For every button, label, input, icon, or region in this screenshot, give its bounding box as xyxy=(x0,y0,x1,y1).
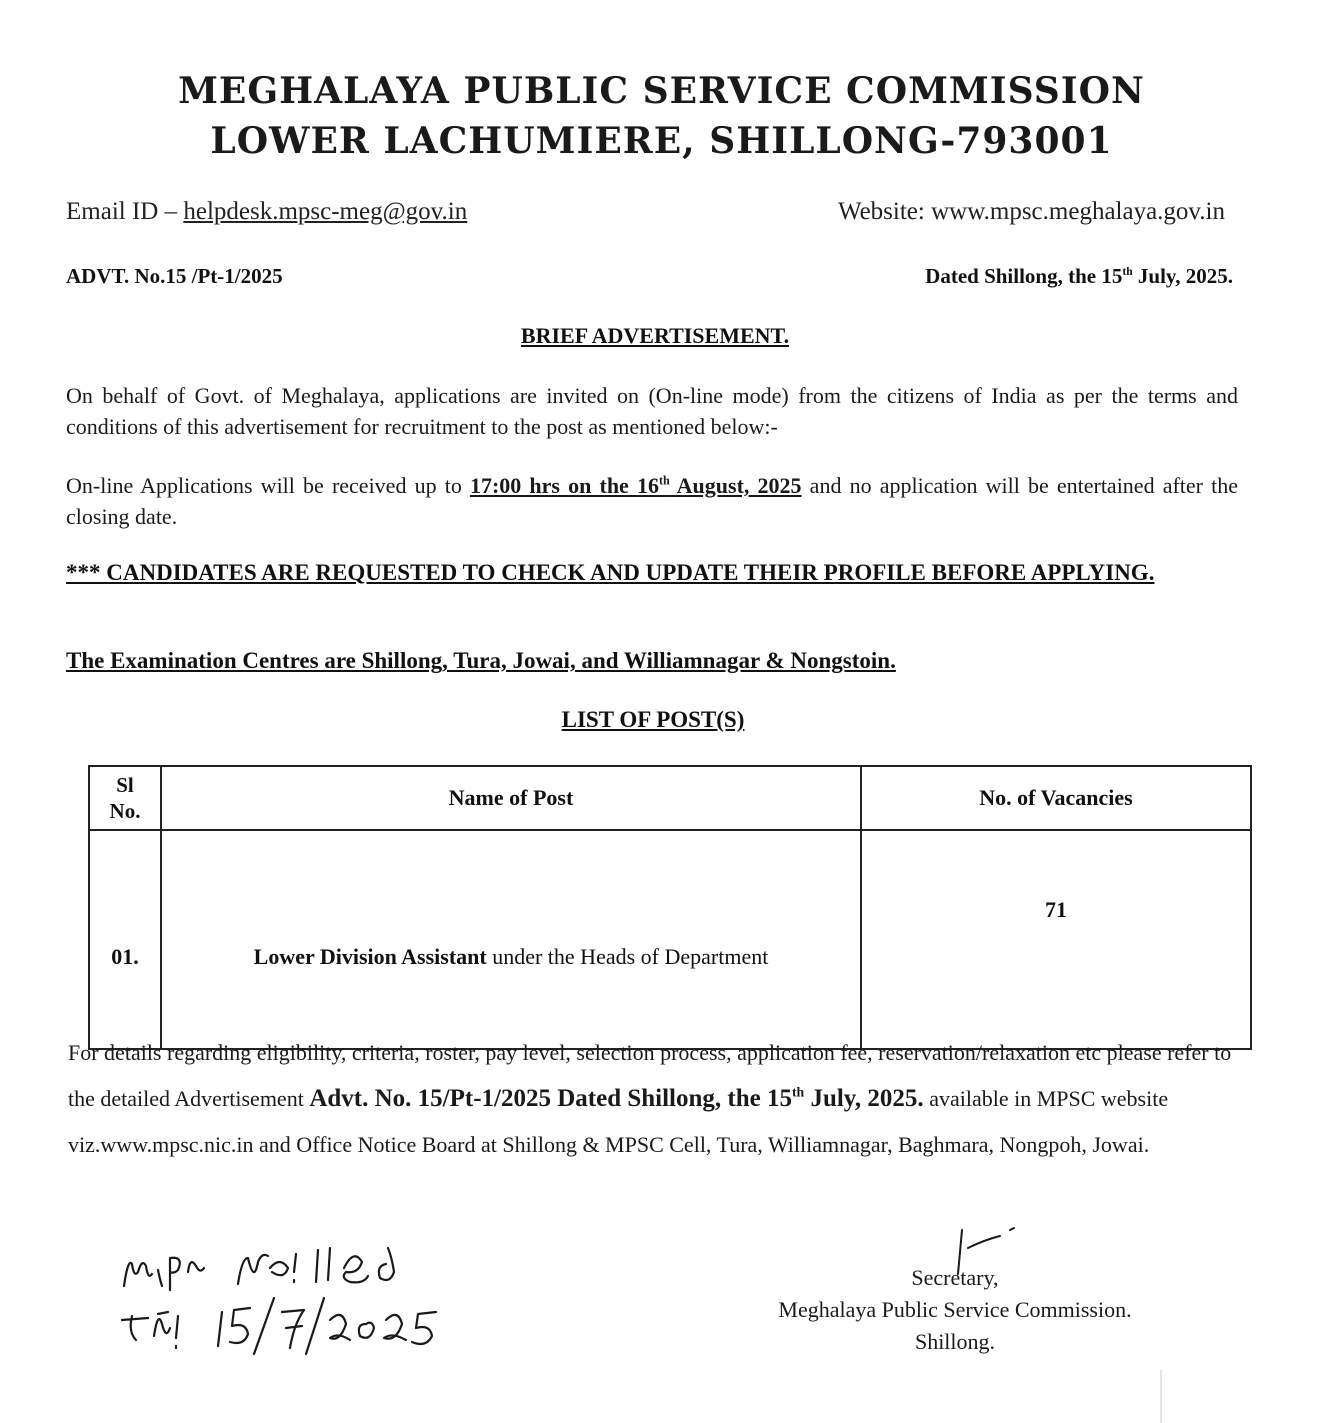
post-name-rest: under the Heads of Department xyxy=(486,944,769,969)
handwritten-note xyxy=(118,1228,538,1358)
details-ref-pre: Advt. No. 15/Pt-1/2025 Dated Shillong, the 15 xyxy=(309,1085,792,1112)
date-prefix: Dated Shillong, the 15 xyxy=(925,264,1123,288)
commission-address: LOWER LACHUMIERE, SHILLONG-793001 xyxy=(210,120,1113,162)
header-sl-no xyxy=(89,766,161,830)
row-post-name xyxy=(161,830,861,1049)
post-name-bold: Lower Division Assistant xyxy=(253,944,487,969)
row-sl: 01. xyxy=(89,830,161,1049)
deadline-date-sup: th xyxy=(658,473,670,488)
table-row xyxy=(89,830,1251,1049)
deadline-date-pre: 17:00 hrs on the 16 xyxy=(469,473,659,498)
table-header-row xyxy=(89,766,1251,830)
scan-artifact xyxy=(1160,1370,1162,1423)
deadline-date xyxy=(470,473,802,498)
website-line: Website: www.mpsc.meghalaya.gov.in xyxy=(837,198,1225,225)
list-title: LIST OF POST(S) xyxy=(561,707,745,732)
header-sl-line2: No. xyxy=(109,799,141,823)
date-suffix: July, 2025. xyxy=(1132,264,1233,288)
header-name-of-post: Name of Post xyxy=(161,766,861,830)
deadline-suffix: and no application will be entertained after the closing date. xyxy=(66,473,1239,529)
header-vacancies: No. of Vacancies xyxy=(861,766,1251,830)
commission-name: MEGHALAYA PUBLIC SERVICE COMMISSION xyxy=(178,70,1145,112)
email-address: helpdesk.mpsc-meg@gov.in xyxy=(183,198,468,225)
details-ref-post: July, 2025. xyxy=(804,1085,924,1112)
posts-table xyxy=(88,765,1252,1050)
signatory-place: Shillong. xyxy=(914,1329,996,1354)
email-label: Email ID – xyxy=(66,198,184,225)
details-advt-ref xyxy=(309,1085,923,1112)
date-sup: th xyxy=(1122,266,1133,278)
advt-date xyxy=(925,264,1233,289)
details-ref-sup: th xyxy=(791,1084,805,1100)
intro-paragraph: On behalf of Govt. of Meghalaya, applications are invited on (On-line mode) from the citizens of India as per the terms and conditions of this advertisement for recruitment to the post as mentioned below:- xyxy=(66,383,1238,439)
details-part1: For details regarding eligibility, criteria, roster, pay level, selection process, application fee, reservation/relaxation etc please refer to the detailed Advertisement xyxy=(68,1040,1232,1111)
deadline-paragraph xyxy=(66,470,1238,532)
profile-notice: *** CANDIDATES ARE REQUESTED TO CHECK AND UPDATE THEIR PROFILE BEFORE APPLYING. xyxy=(66,560,1155,585)
signature-block xyxy=(740,1262,1170,1358)
row-vacancies: 71 xyxy=(861,830,1251,1049)
header-sl-line1: Sl xyxy=(116,773,134,797)
advt-number: ADVT. No.15 /Pt-1/2025 xyxy=(66,264,283,288)
email-line xyxy=(66,198,467,226)
signatory-title: Secretary, xyxy=(911,1265,999,1290)
details-part2: available in MPSC website viz.www.mpsc.nic.in and Office Notice Board at Shillong & MPSC Cell, Tura, Williamnagar, Baghmara, Nongpoh, Jowai. xyxy=(68,1086,1169,1157)
signatory-org: Meghalaya Public Service Commission. xyxy=(778,1297,1132,1322)
deadline-prefix: On-line Applications will be received up to xyxy=(66,473,470,498)
exam-centres: The Examination Centres are Shillong, Tura, Jowai, and Williamnagar & Nongstoin. xyxy=(66,648,896,673)
deadline-date-post: August, 2025 xyxy=(669,473,802,498)
document-title: BRIEF ADVERTISEMENT. xyxy=(520,323,790,348)
details-paragraph xyxy=(68,1030,1238,1168)
